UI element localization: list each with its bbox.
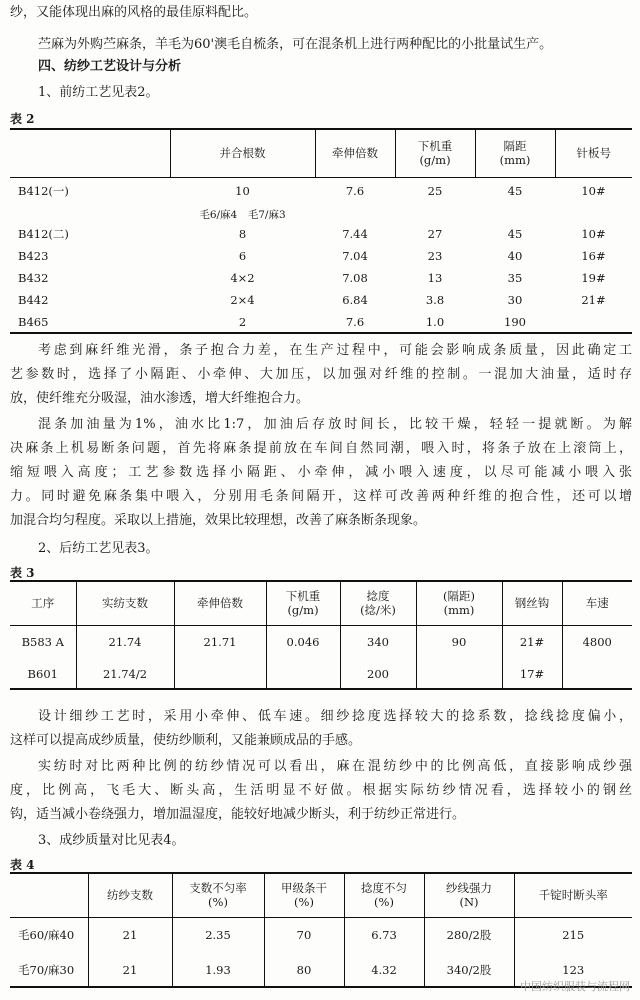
table-cell <box>266 659 340 689</box>
table-caption: 表 4 <box>10 858 35 872</box>
table-cell: 21# <box>502 625 562 659</box>
paragraph-line: 设计细纱工艺时，采用小牵伸、低车速。细纱捻度选择较大的捻系数，捻线捻度偏小， <box>38 709 632 724</box>
table-cell: B412(一) <box>18 184 69 199</box>
table-cell: 1.93 <box>172 953 264 987</box>
table-cell: 21.71 <box>174 625 266 659</box>
table-cell: 45 <box>507 184 523 199</box>
table-cell: 7.6 <box>345 184 365 199</box>
paragraph-line: 艺参数时，选择了小隔距、小牵伸、大加压，以加强对纤维的控制。一混加大油量，适时存 <box>10 367 632 382</box>
paragraph-line: 度，比例高，飞毛大、断头高，生活明显不好做。根据实际纺纱情况看，选择较小的钢丝 <box>10 783 632 798</box>
table-header-cell: 工序 <box>10 581 76 625</box>
table-header-cell <box>424 873 514 917</box>
header-line: 下机重 <box>285 589 321 604</box>
header-line: 下机重 <box>417 139 453 154</box>
table-cell: 6.73 <box>344 917 424 953</box>
paragraph-line: 纱，又能体现出麻的风格的最佳原料配比。 <box>10 5 258 20</box>
table-cell: 200 <box>340 659 416 689</box>
table-cell: 45 <box>507 227 523 241</box>
table-cell: 10# <box>581 227 606 241</box>
table-cell <box>562 659 632 689</box>
paragraph-line: 缩短喂入高度；工艺参数选择小隔距、小牵伸，减小喂入速度，以尽可能减小喂入张 <box>10 465 632 480</box>
table-cell: 毛6/麻4 毛7/麻3 <box>199 208 286 221</box>
table-header-cell: 实纺支数 <box>76 581 174 625</box>
table-cell: 40 <box>507 249 523 263</box>
table-header-cell <box>475 129 555 177</box>
header-line: 捻度 <box>366 589 390 604</box>
table-cell: B432 <box>18 271 49 285</box>
table-header-cell <box>395 129 475 177</box>
table-cell: 19# <box>581 271 606 285</box>
table-cell: 0.046 <box>266 625 340 659</box>
paragraph-line: 力。同时避免麻条集中喂入，分别用毛条间隔开，这样可改善两种纤维的抱合性，还可以增 <box>10 489 632 504</box>
table-cell: 21.74/2 <box>76 659 174 689</box>
table-cell: 23 <box>427 249 443 263</box>
table-cell: 30 <box>507 293 523 307</box>
table-header-cell: 牵伸倍数 <box>315 129 395 177</box>
paragraph-line: 混条加油量为1%，油水比1:7，加油后存放时间长，比较干燥，轻轻一提就断。为解 <box>38 417 632 432</box>
table-caption: 表 2 <box>10 112 35 126</box>
header-unit: (%) <box>294 895 314 910</box>
header-unit: (捻/米) <box>360 603 396 618</box>
table-cell: 13 <box>427 271 443 285</box>
table-cell: 27 <box>427 227 443 241</box>
table-header-cell <box>264 873 344 917</box>
header-unit: (g/m) <box>419 153 451 168</box>
table-header-cell <box>172 873 264 917</box>
paragraph-line: 加混合均匀程度。采取以上措施，效果比较理想，改善了麻条断条现象。 <box>10 513 427 528</box>
table-header-cell <box>416 581 502 625</box>
header-line: 捻度不匀 <box>361 881 407 896</box>
table-cell: 10 <box>235 184 250 199</box>
subsection-heading: 3、成纱质量对比见表4。 <box>38 833 185 848</box>
table-cell: 4×2 <box>230 271 255 285</box>
table-header-cell <box>344 873 424 917</box>
table-cell: 17# <box>502 659 562 689</box>
header-unit: (%) <box>208 895 228 910</box>
table-cell: 4800 <box>562 625 632 659</box>
table-cell: 7.6 <box>345 314 365 329</box>
table-cell: 25 <box>427 184 443 199</box>
table-cell: 21# <box>581 293 606 307</box>
table-row <box>10 659 632 689</box>
table-header-cell <box>10 129 170 177</box>
paragraph-line: 苎麻为外购苎麻条，羊毛为60'澳毛自梳条，可在混条机上进行两种配比的小批量试生产。 <box>38 37 553 52</box>
table-row <box>10 223 632 245</box>
table-cell: 6 <box>238 249 247 263</box>
table-cell: 340 <box>340 625 416 659</box>
header-line: 甲级条干 <box>281 881 327 896</box>
table-cell: 7.44 <box>342 227 368 241</box>
header-unit: (mm) <box>443 603 475 618</box>
table-cell: B601 <box>27 666 58 681</box>
table-row <box>10 289 632 311</box>
table-cell <box>10 205 170 223</box>
table-cell: 90 <box>416 625 502 659</box>
header-unit: (g/m) <box>287 603 319 618</box>
table-cell: 6.84 <box>342 293 368 307</box>
table-cell <box>555 205 632 223</box>
table-caption: 表 3 <box>10 566 35 580</box>
table-cell: 21 <box>88 953 172 987</box>
table-cell: B423 <box>18 249 49 263</box>
table-cell <box>555 311 632 333</box>
table-cell <box>416 659 502 689</box>
table-row <box>10 205 632 223</box>
paragraph-line: 钩，适当减小卷绕强力，增加温湿度，能较好地减少断头，利于纺纱正常进行。 <box>10 807 466 822</box>
table-cell: 2×4 <box>230 293 255 307</box>
table-cell: 毛60/麻40 <box>18 928 75 943</box>
table-cell: B412(二) <box>18 227 69 241</box>
header-line: 纱线强力 <box>446 881 492 896</box>
paragraph-line: 实纺时对比两种比例的纺纱情况可以看出，麻在混纺纱中的比例高低，直接影响成纱强 <box>38 759 632 774</box>
table-cell: 7.08 <box>342 271 368 285</box>
paragraph-line: 考虑到麻纤维光滑，条子抱合力差，在生产过程中，可能会影响成条质量，因此确定工 <box>38 343 632 358</box>
subsection-heading: 1、前纺工艺见表2。 <box>38 85 159 100</box>
table-cell: 21 <box>88 917 172 953</box>
header-line: 隔距 <box>503 139 527 154</box>
table-cell: 80 <box>264 953 344 987</box>
paragraph-line: 决麻条上机易断条问题，首先将麻条提前放在车间自然同潮，喂入时，将条子放在上滚筒上， <box>10 441 632 456</box>
table-header-cell: 纺纱支数 <box>88 873 172 917</box>
table-cell <box>315 205 395 223</box>
table-header-cell: 牵伸倍数 <box>174 581 266 625</box>
table-row <box>10 177 632 205</box>
header-line: (隔距) <box>443 589 475 604</box>
table-cell: 35 <box>507 271 523 285</box>
table-cell: 10# <box>581 184 606 199</box>
table-cell: 280/2股 <box>424 917 514 953</box>
table-row <box>10 245 632 267</box>
table-cell: 3.8 <box>425 293 445 307</box>
table-cell <box>475 205 555 223</box>
table-cell: B465 <box>18 314 49 329</box>
table-cell: 1.0 <box>425 314 445 329</box>
table-cell: 21.74 <box>76 625 174 659</box>
watermark: 中国纺织服装与流程网 <box>520 980 630 993</box>
table-cell: 215 <box>514 917 632 953</box>
table-3 <box>10 580 632 690</box>
table-cell: 2 <box>238 314 247 329</box>
header-unit: (mm) <box>499 153 531 168</box>
table-header-cell <box>10 873 88 917</box>
table-cell: 340/2股 <box>424 953 514 987</box>
header-unit: (%) <box>374 895 394 910</box>
table-row <box>10 311 632 333</box>
table-4 <box>10 872 632 988</box>
header-unit: (N) <box>459 895 479 910</box>
paragraph-line: 放，使纤维充分吸湿，油水渗透，增大纤维抱合力。 <box>10 391 310 406</box>
table-cell: 16# <box>581 249 606 263</box>
table-header-cell: 钢丝钩 <box>502 581 562 625</box>
table-row <box>10 267 632 289</box>
table-row <box>10 917 632 953</box>
table-cell: 7.04 <box>342 249 368 263</box>
table-cell: 190 <box>504 314 526 329</box>
table-header-cell: 千锭时断头率 <box>514 873 632 917</box>
subsection-heading: 2、后纺工艺见表3。 <box>38 541 159 556</box>
table-header-cell: 并合根数 <box>170 129 315 177</box>
table-cell: 123 <box>514 953 632 987</box>
header-line: 支数不匀率 <box>189 881 247 896</box>
table-cell: 8 <box>238 227 247 241</box>
paragraph-line: 这样可以提高成纱质量，使纺纱顺利，又能兼顾成品的手感。 <box>10 733 362 748</box>
table-cell: B442 <box>18 293 49 307</box>
table-cell: 70 <box>264 917 344 953</box>
table-header-cell: 针板号 <box>555 129 632 177</box>
table-cell: 4.32 <box>344 953 424 987</box>
table-cell <box>174 659 266 689</box>
table-header-cell: 车速 <box>562 581 632 625</box>
table-cell <box>395 205 475 223</box>
table-cell: 2.35 <box>172 917 264 953</box>
table-header-cell <box>340 581 416 625</box>
table-2 <box>10 128 632 334</box>
section-heading: 四、纺纱工艺设计与分析 <box>38 59 182 74</box>
table-row <box>10 625 632 659</box>
table-cell: B583 A <box>21 635 64 650</box>
table-cell: 毛70/麻30 <box>18 962 75 977</box>
table-header-cell <box>266 581 340 625</box>
